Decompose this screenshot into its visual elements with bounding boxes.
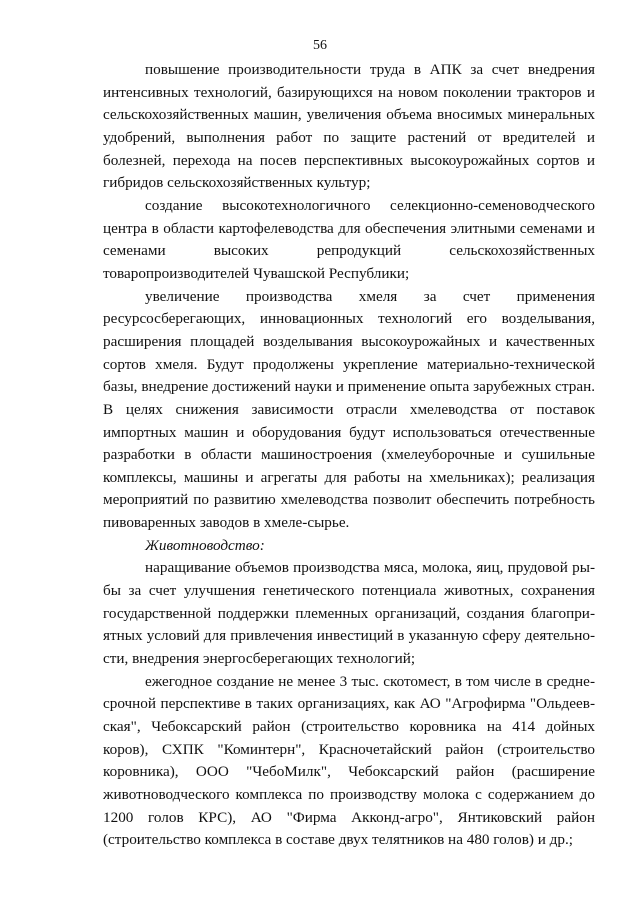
page-number: 56	[313, 38, 327, 53]
paragraph-hop-production: увеличение производства хмеля за счет применения ресурсосберегающих, инновационных технологий его возделывания, расширения площадей возделывания высокоурожайных и качественных сортов хмеля. Будут продолжены укрепление материально-технической базы, внедрение достижений науки и применение опыта зарубежных стран. В целях снижения зависимости отрасли хмелеводства от поставок импортных машин и оборудования будут использоваться отечественные разработки в области машиностроения (хмелеуборочные и сушильные комплексы, машины и агрегаты для работы на хмельниках); реализация мероприятий по развитию хмелеводства позволит обеспечить потребность пивоваренных заводов в хмеле-сырье.	[103, 287, 595, 532]
section-heading-livestock: Животноводство:	[145, 536, 265, 554]
paragraph-potato-seed-center: создание высокотехнологичного селекционно-семеноводческого центра в области картофелеводства для обеспечения элитными семенами и семенами высоких репродукций сельскохозяйственных товаропроизводителей Чувашской Республики;	[103, 196, 595, 282]
document-body	[103, 59, 595, 852]
paragraph-labor-productivity: повышение производительности труда в АПК за счет внедрения интенсивных технологий, базирующихся на новом поколении тракторов и сельскохозяйственных машин, увеличения объема вносимых минеральных удобрений, выполнения работ по защите растений от вредителей и болезней, перехода на посев перспективных высокоурожайных сортов и гибридов сельскохозяйственных культур;	[103, 61, 595, 192]
paragraph-livestock-output: наращивание объемов производства мяса, молока, яиц, прудовой рыбы за счет улучшения генетического потенциала животных, сохранения государственной поддержки племенных организаций, создания благоприятных условий для привлечения инвестиций в указанную сферу деятельности, внедрения энергосберегающих технологий;	[103, 559, 595, 668]
paragraph-cattle-places: ежегодное создание не менее 3 тыс. скотомест, в том числе в среднесрочной перспективе в таких организациях, как АО "Агрофирма "Ольдеевская", Чебоксарский район (строительство коровника на 414 дойных коров), СХПК "Коминтерн", Красночетайский район (строительство коровника), ООО "ЧебоМилк", Чебоксарский район (расширение животноводческого комплекса по производству молока с содержанием до 1200 голов КРС), АО "Фирма Акконд-агро", Янтиковский район (строительство комплекса в составе двух телятников на 480 голов) и др.;	[103, 672, 595, 849]
